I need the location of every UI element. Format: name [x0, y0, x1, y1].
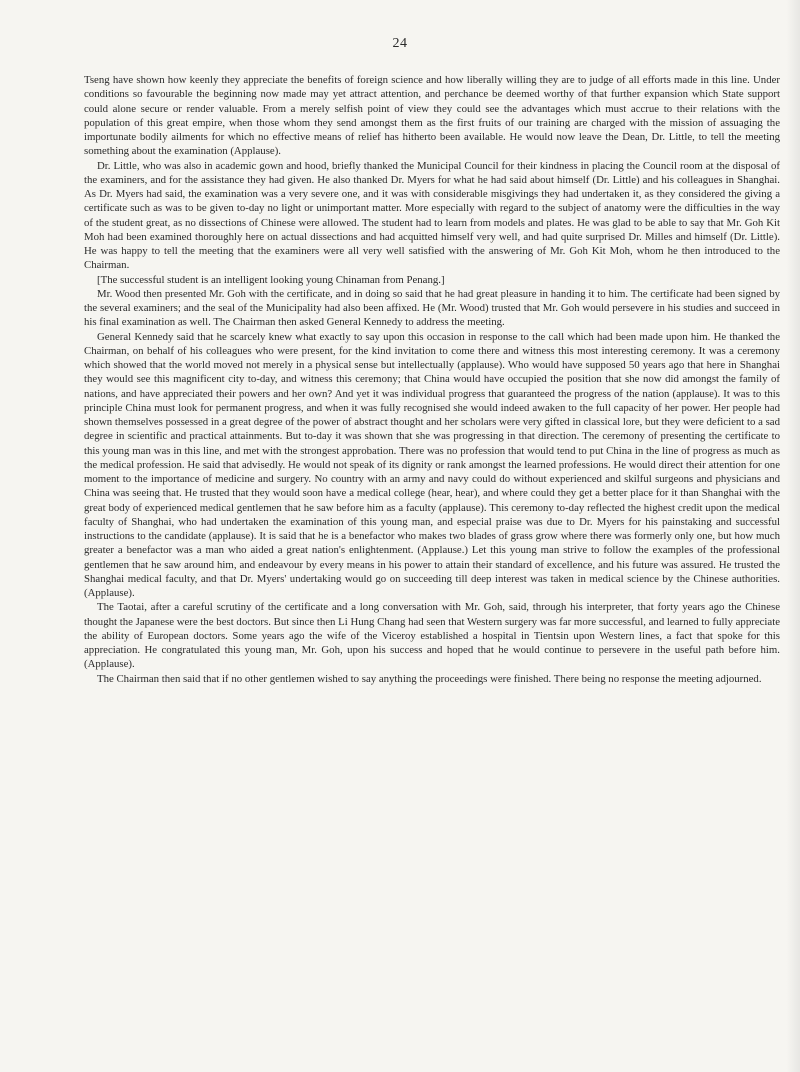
- paragraph-6: The Taotai, after a careful scrutiny of the certificate and a long conversation with Mr. Goh, said, through his interpreter, that forty years ago the Chinese thought the Japanese were the best doctors. But since then Li Hung Chang had seen that Western surgery was far more successful, and learned to fully appreciate the ability of European doctors. Some years ago the wife of the Viceroy established a hospital in Tientsin upon Western lines, a fact that spoke for this appreciation. He congratulated this young man, Mr. Goh, upon his success and hoped that he would continue to persevere in the useful path before him. (Applause).: [84, 601, 780, 671]
- paragraph-4: Mr. Wood then presented Mr. Goh with the certificate, and in doing so said that he had great pleasure in handing it to him. The certificate had been signed by the several examiners; and the seal of the Municipality had also been affixed. He (Mr. Wood) trusted that Mr. Goh would persevere in his studies and succeed in his final examination as well. The Chairman then asked General Kennedy to address the meeting.: [84, 287, 780, 329]
- paragraph-3: [The successful student is an intelligent looking young Chinaman from Penang.]: [97, 273, 445, 286]
- paragraph-5: General Kennedy said that he scarcely knew what exactly to say upon this occasion in response to the call which had been made upon him. He thanked the Chairman, on behalf of his colleagues who were present, for the kind invitation to come there and witness this most interesting ceremony. It was a ceremony which showed that the world moved not merely in a physical sense but intellectually (applause). Who would have supposed 50 years ago that here in Shanghai they would see this magnificent city to-day, and witness this ceremony; that China would have occupied the position that she now did amongst the family of nations, and have appreciated their powers and her own? And yet it was individual progress that guaranteed the progress of the nation (applause). It was to this principle China must look for permanent progress, and when it was fully recognised she would indeed awaken to the full capacity of her power. Her people had shown themselves possessed in a great degree of the power of abstract thought and her scholars were very gifted in classical lore, but they were deficient to a sad degree in scientific and practical attainments. But to-day it was shown that she was progressing in that direction. The ceremony of presenting the certificate to this young man was in this line, and met with the strongest approbation. There was no profession that would tend to put China in the line of progress as much as the medical profession. He said that advisedly. He would not speak of its dignity or rank amongst the learned professions. He would direct their attention for one moment to the importance of medicine and surgery. No country with an army and navy could do without experienced and skilful surgeons and physicians and China was seeing that. He trusted that they would soon have a medical college (hear, hear), and where could they get a better place for it than Shanghai with the great body of experienced medical gentlemen that he saw before him as a faculty (applause). This ceremony to-day reflected the highest credit upon the medical faculty of Shanghai, who had undertaken the examination of this young man, and especial praise was due to Dr. Myers for his painstaking and successful instructions to the candidate (applause). It is said that he is a benefactor who makes two blades of grass grow where there was formerly only one, but how much greater a benefactor was a man who aided a great nation's enlightenment. (Applause.) Let this young man strive to follow the examples of the professional gentlemen that he saw around him, and endeavour by every means in his power to attain their standard of excellence, and his future was assured. He trusted the Shanghai medical faculty, and that Dr. Myers' undertaking would go on succeeding till deep interest was taken in medical science by the Chinese authorities. (Applause).: [84, 330, 780, 599]
- paragraph-2: Dr. Little, who was also in academic gown and hood, briefly thanked the Municipal Council for their kindness in placing the Council room at the disposal of the examiners, and for the assistance they had given. He also thanked Dr. Myers for what he had said about himself (Dr. Little) and his colleagues in Shanghai. As Dr. Myers had said, the examination was a very severe one, and it was with considerable misgivings they had undertaken it, as they considered the giving a certificate such as was to be given to-day no light or unimportant matter. More especially with regard to the subject of anatomy were the difficulties in the way of the student great, as no dissections of Chinese were allowed. The student had to learn from models and plates. He was glad to be able to say that Mr. Goh Kit Moh had been examined thoroughly here on actual dissections and had acquitted himself very well, and had quite surprised Dr. Milles and himself (Dr. Little). He was happy to tell the meeting that the examiners were all very well satisfied with the answering of Mr. Goh Kit Moh, whom he then introduced to the Chairman.: [84, 159, 780, 272]
- page-number: 24: [392, 36, 408, 51]
- page-edge-shadow: [786, 0, 800, 1072]
- paragraph-1: Tseng have shown how keenly they appreciate the benefits of foreign science and how liberally willing they are to judge of all efforts made in this line. Under conditions so favourable the beginning now made may yet attract attention, and perchance be deemed worthy of that further expansion which State support could alone secure or render valuable. From a merely selfish point of view they could see the advantages which must accrue to their relations with the population of this great empire, when those whom they send amongst them as the first fruits of our training are charged with the mission of assuaging the importunate bodily ailments for which no effective means of relief has hitherto been available. He would now leave the Dean, Dr. Little, to tell the meeting something about the examination (Applause).: [84, 74, 780, 158]
- article-body: [84, 73, 780, 686]
- paragraph-7: The Chairman then said that if no other gentlemen wished to say anything the proceedings were finished. There being no response the meeting adjourned.: [97, 672, 762, 685]
